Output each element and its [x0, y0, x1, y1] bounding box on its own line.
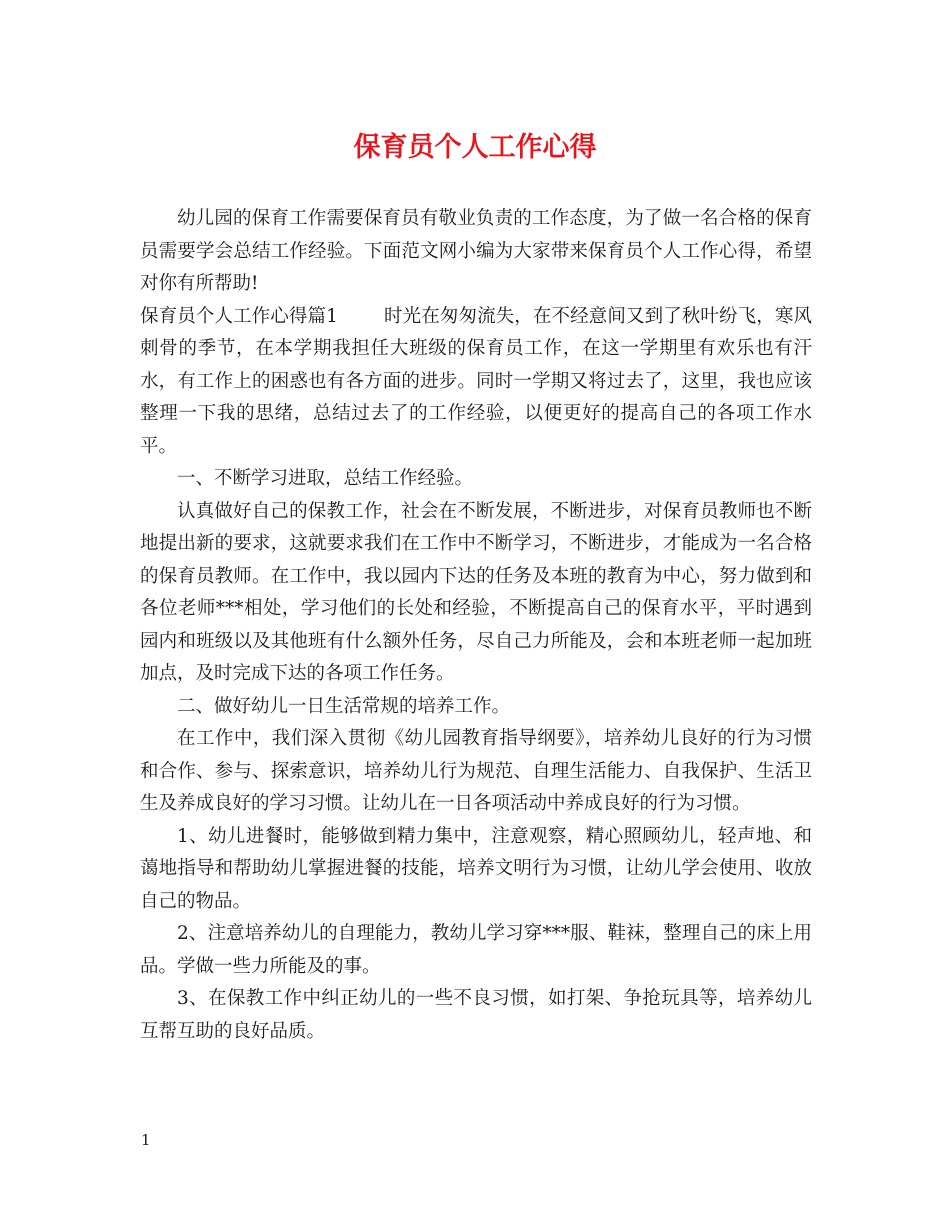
section-first-paragraph: [140, 301, 812, 464]
list-item-3: 3、在保教工作中纠正幼儿的一些不良习惯，如打架、争抢玩具等，培养幼儿互帮互助的良好品质。: [140, 988, 812, 1042]
heading-2: 二、做好幼儿一日生活常规的培养工作。: [177, 695, 511, 717]
page-number: 1: [141, 1131, 151, 1149]
document-body: [140, 203, 812, 1048]
document-title: 保育员个人工作心得: [353, 132, 597, 163]
paragraph-2: 在工作中，我们深入贯彻《幼儿园教育指导纲要》，培养幼儿良好的行为习惯和合作、参与、探索意识，培养幼儿行为规范、自理生活能力、自我保护、生活卫生及养成良好的学习习惯。让幼儿在一日各项活动中养成良好的行为习惯。: [140, 728, 812, 814]
heading-1: 一、不断学习进取，总结工作经验。: [177, 468, 474, 489]
list-item-1: 1、幼儿进餐时，能够做到精力集中，注意观察，精心照顾幼儿，轻声地、和蔼地指导和帮助幼儿掌握进餐的技能，培养文明行为习惯，让幼儿学会使用、收放自己的物品。: [140, 825, 812, 912]
section-first-text: 时光在匆匆流失，在不经意间又到了秋叶纷飞，寒风刺骨的季节，在本学期我担任大班级的保育员工作，在这一学期里有欢乐也有汗水，有工作上的困惑也有各方面的进步。同时一学期又将过去了，这里，我也应该整理一下我的思绪，总结过去了的工作经验，以便更好的提高自己的各项工作水平。: [140, 305, 812, 457]
intro-paragraph: 幼儿园的保育工作需要保育员有敬业负责的工作态度，为了做一名合格的保育员需要学会总结工作经验。下面范文网小编为大家带来保育员个人工作心得，希望对你有所帮助!: [140, 208, 812, 294]
section-label: 保育员个人工作心得篇1: [140, 305, 338, 327]
list-item-2: 2、注意培养幼儿的自理能力，教幼儿学习穿***服、鞋袜，整理自己的床上用品。学做一些力所能及的事。: [140, 923, 812, 977]
paragraph-1: 认真做好自己的保教工作，社会在不断发展，不断进步，对保育员教师也不断地提出新的要求，这就要求我们在工作中不断学习，不断进步，才能成为一名合格的保育员教师。在工作中，我以园内下达的任务及本班的教育为中心，努力做到和各位老师***相处，学习他们的长处和经验，不断提高自己的保育水平，平时遇到园内和班级以及其他班有什么额外任务，尽自己力所能及，会和本班老师一起加班加点，及时完成下达的各项工作任务。: [140, 500, 812, 684]
